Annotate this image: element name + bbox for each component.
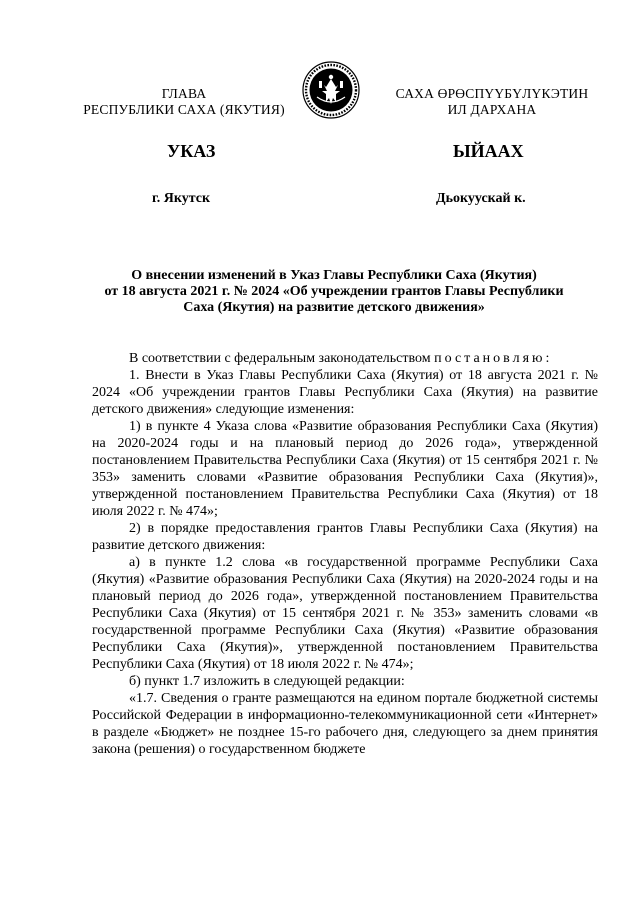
decree-title-sakha: ЫЙААХ	[453, 141, 524, 161]
paragraph-1-7: «1.7. Сведения о гранте размещаются на едином портале бюджетной системы Российской Федерации в информационно-телекоммуникационной сети «Интернет» в разделе «Бюджет» не позднее 15-го рабочего дня, следующего за днем принятия закона (решения) о государственном бюджете	[92, 691, 598, 757]
document-body	[92, 350, 598, 758]
document-title-line-2: от 18 августа 2021 г. № 2024 «Об учреждении грантов Главы Республики	[104, 284, 564, 299]
document-title-line-3: Саха (Якутия) на развитие детского движения»	[183, 300, 485, 315]
intro-text: В соответствии с федеральным законодательством	[129, 351, 435, 366]
issuer-line-1: ГЛАВА	[161, 86, 207, 101]
issuer-line-1-sakha: САХА ӨРӨСПҮҮБҮЛҮКЭТИН	[395, 86, 589, 101]
issuer-block-russian	[64, 86, 304, 118]
paragraph-intro	[92, 350, 598, 367]
document-title-line-1: О внесении изменений в Указ Главы Республики Саха (Якутия)	[131, 268, 537, 283]
issuer-line-2: РЕСПУБЛИКИ САХА (ЯКУТИЯ)	[83, 102, 285, 117]
paragraph-1-2-b: б) пункт 1.7 изложить в следующей редакции:	[129, 674, 405, 689]
city-russian: г. Якутск	[152, 191, 211, 206]
paragraph-1-2-a: а) в пункте 1.2 слова «в государственной программе Республики Саха (Якутия) «Развитие образования Республики Саха (Якутия) на 2020-2024 годы и на плановый период до 2026 года», утвержденной постановлением Правительства Республики Саха (Якутия) от 15 сентября 2021 г. № 353» заменить словами «в государственной программе Республики Саха (Якутия) «Развитие образования Республики Саха (Якутия)», утвержденной постановлением Правительства Республики Саха (Якутия) от 18 июля 2022 г. № 474»;	[92, 555, 598, 672]
city-sakha: Дьокуускай к.	[436, 191, 526, 206]
paragraph-1-2: 2) в порядке предоставления грантов Главы Республики Саха (Якутия) на развитие детского движения:	[92, 521, 598, 553]
issuer-line-2-sakha: ИЛ ДАРХАНА	[447, 102, 537, 117]
paragraph-1: 1. Внести в Указ Главы Республики Саха (Якутия) от 18 августа 2021 г. № 2024 «Об учреждении грантов Главы Республики Саха (Якутия) на развитие детского движения» следующие изменения:	[92, 368, 598, 417]
decree-title-russian: УКАЗ	[167, 141, 216, 161]
issuer-block-sakha	[372, 86, 612, 118]
intro-resolution-word: постановляю:	[434, 351, 553, 366]
paragraph-1-1: 1) в пункте 4 Указа слова «Развитие образования Республики Саха (Якутия) на 2020-2024 годы и на плановый период до 2026 года», утвержденной постановлением Правительства Республики Саха (Якутия) от 15 сентября 2021 г. № 353» заменить словами «Развитие образования Республики Саха (Якутия)», утвержденной постановлением Правительства Республики Саха (Якутия) от 18 июля 2022 г. № 474»;	[92, 419, 598, 519]
document-title	[84, 268, 584, 316]
yakutia-coat-of-arms-icon	[302, 61, 360, 119]
